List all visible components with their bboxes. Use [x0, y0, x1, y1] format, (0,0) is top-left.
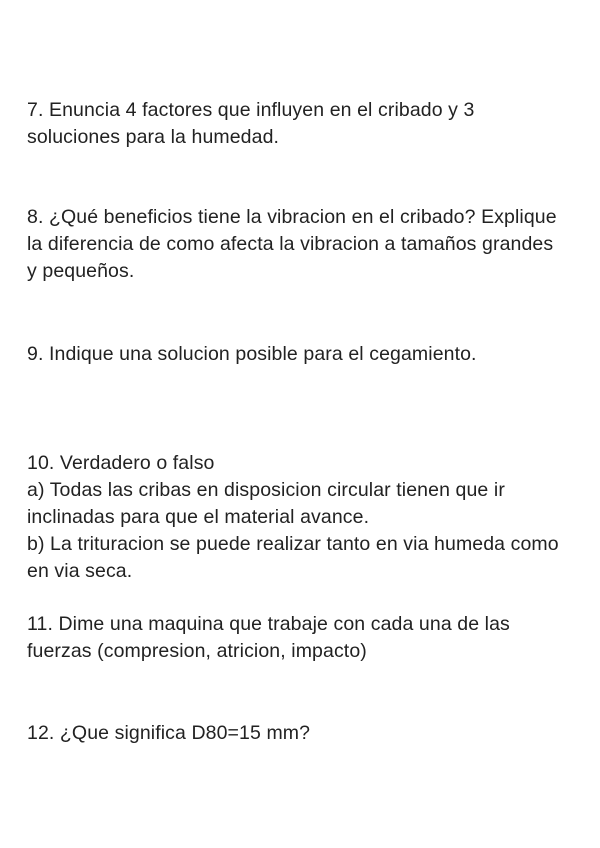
question-11-line: 11. Dime una maquina que trabaje con cada una de las — [27, 613, 510, 635]
question-8 — [27, 204, 587, 285]
question-7-line: soluciones para la humedad. — [27, 126, 280, 148]
question-12-line: 12. ¿Que significa D80=15 mm? — [27, 722, 311, 744]
question-11 — [27, 611, 587, 665]
question-11-line: fuerzas (compresion, atricion, impacto) — [27, 640, 367, 662]
question-9 — [27, 341, 587, 368]
question-12 — [27, 720, 587, 747]
question-10-line: inclinadas para que el material avance. — [27, 506, 370, 528]
question-9-line: 9. Indique una solucion posible para el cegamiento. — [27, 343, 477, 365]
question-7-line: 7. Enuncia 4 factores que influyen en el cribado y 3 — [27, 99, 475, 121]
question-7 — [27, 97, 587, 151]
question-8-line: y pequeños. — [27, 260, 135, 282]
question-8-line: 8. ¿Qué beneficios tiene la vibracion en el cribado? Explique — [27, 206, 557, 228]
question-10-line: a) Todas las cribas en disposicion circular tienen que ir — [27, 479, 505, 501]
question-10-line: b) La trituracion se puede realizar tanto en via humeda como — [27, 533, 559, 555]
question-8-line: la diferencia de como afecta la vibracion a tamaños grandes — [27, 233, 554, 255]
question-10 — [27, 450, 587, 585]
question-10-line: 10. Verdadero o falso — [27, 452, 215, 474]
question-10-line: en via seca. — [27, 560, 133, 582]
